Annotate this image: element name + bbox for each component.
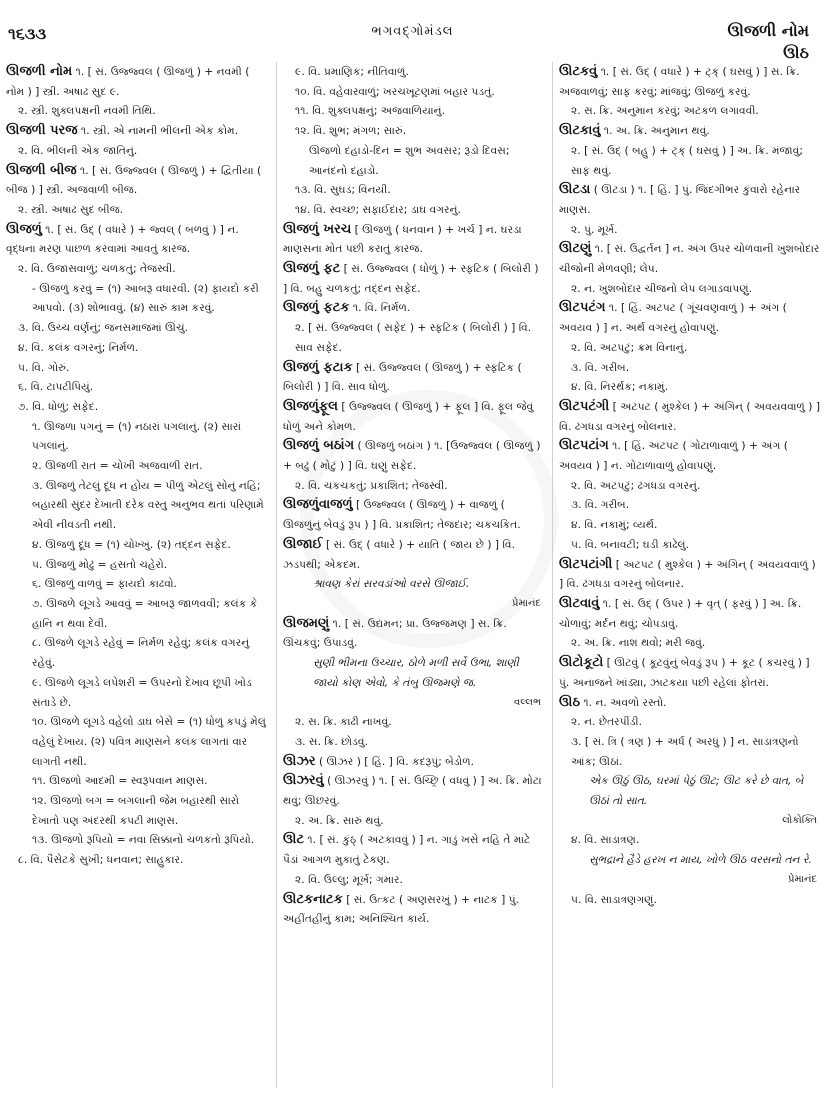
- idiom-line: ૪. ઊજળું દૂધ = (૧) ચોખ્ખું. (૨) તદ્દન સફેદ.: [32, 537, 231, 551]
- quotation-source: લોકોક્તિ: [782, 814, 817, 826]
- dictionary-entry: [559, 594, 821, 633]
- sense-line: ૯. વિ. પ્રમાણિક; નીતિવાળું.: [295, 65, 409, 78]
- sense-line: ૮. વિ. પૈસેટકે સુખી; ધનવાન; સાહુકાર.: [18, 853, 184, 867]
- headword: ઊઠ: [559, 694, 581, 710]
- entry-definition: ( ઊઝરવું ) ૧. [ સં. ઉચ્છ્રિ ( વધવું ) ] અ. ક્રિ. મોટા થવું; ઊછરવું.: [283, 774, 542, 808]
- headword: ઊટવાવું: [559, 595, 600, 611]
- dictionary-entry: [283, 890, 545, 929]
- sense-line: ૨. વિ. ચકચકતું; પ્રકાશિત; તેજસ્વી.: [295, 478, 448, 492]
- entry-definition: ૧. [ સં. ઉજ્જ્વલ ( ઊજળું ) + નવમી ( નોમ ) ] સ્ત્રી. અષાઢ સુદ ૯.: [6, 65, 250, 98]
- quotation-source: પ્રેમાનંદ: [511, 597, 541, 609]
- dictionary-entry: [283, 771, 545, 810]
- sense-line: ૨. [ સં. ઉજ્જ્વલ ( સફેદ ) + સ્ફટિક ( બિલોરી ) ] વિ. સાવ સફેદ.: [295, 321, 532, 354]
- sense-line: ૪. વિ. સાડાત્રણ.: [571, 833, 640, 847]
- headword: ઊજળું બઠાંગ: [283, 438, 355, 454]
- headword: ઊજળું ફટ: [283, 261, 341, 277]
- entry-definition: ૧. અ. ક્રિ. અનુમાન થવું.: [600, 124, 710, 138]
- dictionary-entry: [283, 298, 545, 318]
- dictionary-entry: [559, 298, 821, 337]
- sense-line: ૩. [ સં. ત્રિ ( ત્રણ ) + અર્ધ ( અરધું ) ] ન. સાડાત્રણનો આંક; ઊઠાં.: [571, 734, 799, 768]
- sense-line: ૧૦. વિ. વહેવારવાળું; ખરચખૂટણમાં બહાર પડતું.: [295, 84, 495, 98]
- dictionary-entry: [283, 830, 545, 869]
- sense-line: ૨. વિ. અટપટું; ઢંગધડા વગરનું.: [571, 478, 701, 492]
- headword: ઊજળું ખરચ: [283, 221, 352, 237]
- idiom-line: ૫. ઊજળું મોઢું = હસતો ચહેરો.: [32, 557, 168, 571]
- sense-line: ૨. પું. મૂર્ખ.: [571, 222, 618, 236]
- sense-line: ૫. વિ. બનાવટી; ઘડી કાઢેલું.: [571, 537, 690, 551]
- sense-line: ૨. [ સં. ઉદ્ ( બહુ ) + ટ્ક્ ( ઘસવું ) ] અ. ક્રિ. મંજાવું; સાફ થવું.: [571, 143, 803, 177]
- sense-line: ૨. સ્ત્રી. અષાઢ સુદ બીજ.: [18, 202, 124, 216]
- entry-definition: ૧. [ સં. ઉદ્ ( વધારે ) + જ્વલ્ ( બળવું ) ] ન. વૃદ્ધના મરણ પાછળ કરવામાં આવતું કારજ.: [6, 222, 239, 256]
- sense-line: ૫. વિ. સાડાત્રણગણું.: [571, 892, 657, 906]
- dictionary-columns: [6, 62, 821, 1088]
- dictionary-entry: [559, 239, 821, 278]
- headword: ઊટપટંગી: [559, 398, 610, 414]
- headword: ઊજળુંવાજળું: [283, 497, 353, 513]
- quotation: સુભદ્રાને હૈડે હરખ ન માય, ખોળે ઊઠ વરસનો તન રે.: [589, 853, 812, 867]
- sense-line: ૨. અ. ક્રિ. સારું થવું.: [295, 813, 384, 827]
- sense-line: ૨. સ. ક્રિ. અનુમાન કરવું; અટકળ લગાવવી.: [571, 104, 759, 118]
- dictionary-entry: [6, 220, 268, 259]
- entry-definition: [ સં. ઉત્કટ ( અણસરખું ) + નાટક ] પું. અહીંતહીંનું કામ; અનિશ્ચિત કાર્ય.: [283, 892, 520, 926]
- sense-line: ૨. ન. ખુશબોદાર ચીજનો લેપ લગાડવાપણું.: [571, 281, 753, 295]
- headword: ઊજમણું: [283, 615, 330, 631]
- column-2: [276, 62, 545, 1088]
- entry-definition: [ સં. ઉજ્જ્વલ ( ઊજળું ) + સ્ફટિક ( બિલોરી ) ] વિ. સાવ ધોળું.: [283, 360, 522, 394]
- idiom-line: ૮. ઊજળે લૂગડે રહેવું = નિર્મળ રહેવું; કલંક વગરનું રહેવું.: [32, 636, 250, 670]
- idiom-line: ૧. ઊજળા પગનું = (૧) નઠારાં પગલાંનું. (૨) સારાં પગલાંનું.: [32, 419, 241, 453]
- dictionary-entry: [283, 259, 545, 298]
- idiom-line: ૬. ઊજળું વાળવું = ફાયદો કાઢવો.: [32, 577, 177, 591]
- dictionary-entry: [559, 397, 821, 436]
- entry-definition: ( ઊઝર ) [ હિં. ] વિ. કદરૂપું; બેડોળ.: [315, 754, 475, 768]
- idiom-line: ૭. ઊજળે લૂગડે આવવું = આબરૂ જાળવવી; કલંક કે હાનિ ન થવા દેવી.: [32, 596, 258, 630]
- dictionary-entry: [283, 752, 545, 772]
- entry-definition: ૧. [ સં. ઉજ્જ્વલ ( ઊજળું ) + દ્વિતીયા ( બીજ ) ] સ્ત્રી. અજવાળી બીજ.: [6, 163, 262, 197]
- headword: ઊટકાવું: [559, 123, 601, 139]
- dictionary-entry: [559, 121, 821, 141]
- dictionary-entry: [283, 495, 545, 534]
- entry-definition: ૧. [ હિં. અટપટ ( ગૂંચવણવાળું ) + અંગ ( અવયવ ) ] ન. અર્થ વગરનું હોવાપણું.: [559, 301, 787, 335]
- quotation-source: વલ્લભ: [514, 696, 541, 708]
- headword: ઊજાઈ: [283, 536, 323, 552]
- dictionary-entry: [6, 121, 268, 141]
- page-number: ૧૬૩૩: [8, 24, 47, 43]
- entry-definition: [ ઉજ્જ્વલ ( ઊજળું ) + ફૂલ ] વિ. ફૂલ જેવું ધોળું અને કોમળ.: [283, 399, 534, 433]
- dictionary-entry: [283, 220, 545, 259]
- headword: ઊટકવું: [559, 64, 598, 79]
- headword: ઊજળું: [6, 221, 42, 237]
- sense-line: ૩. વિ. ગરીબ.: [571, 360, 630, 374]
- headword: ઊઝર: [283, 753, 316, 769]
- headword: ઊટડા: [559, 182, 591, 198]
- headword: ઊટપટાંગ: [559, 438, 609, 454]
- idiom-line: ઊજળો દહાડો-દિન = શુભ અવસર; રૂડો દિવસ; આનંદનો દહાડો.: [309, 143, 510, 177]
- dictionary-entry: [283, 397, 545, 436]
- entry-definition: [ અટપટ ( મુશ્કેલ ) + અંગિન્ ( અવયવવાળું ) ] વિ. ઢંગધડા વગરનું બોલનાર.: [559, 399, 821, 433]
- guide-words: [727, 20, 809, 64]
- sense-line: ૩. વિ. ગરીબ.: [571, 498, 630, 512]
- entry-definition: ૧. ન. અવળો રસ્તો.: [580, 695, 667, 709]
- idiom-line: ૧૩. ઊજળો રૂપિયો = નવા સિક્કાનો ચળકતો રૂપિયો.: [32, 833, 255, 847]
- entry-definition: ૧. [ સં. ઉદ્ ( વધારે ) + ટ્ક્ ( ઘસવું ) ] સ. ક્રિ. અજવાળવું; સાફ કરવું; માંજવું; ઊજળું કરવું.: [559, 65, 800, 98]
- headword: ઊઝરવું: [283, 773, 324, 789]
- quotation: એક ઊઠું ઊઠ, ઘરમાં પેઠું ઊટ; ઊટ કરે છે વાત, બે ઊઠાં તો સાત.: [589, 774, 804, 808]
- dictionary-entry: [559, 62, 821, 101]
- headword: ઊજળી બીજ: [6, 162, 77, 178]
- sense-line: ૩. સ. ક્રિ. છોડવું.: [295, 734, 368, 748]
- sense-line: ૩. વિ. ઉચ્ચ વર્ણનું; જનસમાજમાં ઊંચું.: [18, 321, 189, 335]
- entry-definition: [ સં. ઉદ્ ( વધારે ) + યાતિ ( જાય છે ) ] વિ. ઝડપથી; એકદમ.: [283, 537, 515, 571]
- sense-line: ૬. વિ. ટાપટીપિયું.: [18, 380, 94, 394]
- headword: ઊટણું: [559, 241, 592, 257]
- sense-line: ૨. સ. ક્રિ. કાઢી નાખવું.: [295, 715, 392, 729]
- entry-definition: ( ઊજળું બઠાંગ ) ૧. [ઉજ્જ્વલ ( ઊજળું ) + બઢું ( મોટું ) ] વિ. ઘણું સફેદ.: [283, 439, 541, 473]
- idiom-line: ૯. ઊજળે લૂગડે લપેશરી = ઉપરનો દેખાવ છૂપી ખોડ સંતાડે છે.: [32, 675, 252, 709]
- dictionary-entry: [6, 161, 268, 200]
- idiom-line: ૩. ઊજળું તેટલું દૂધ ન હોય = પીળું એટલું સોનું નહિ; બહારથી સુંદર દેખાતી દરેક વસ્તુ અનુભવ થતાં પરિણામે એવી નીવડતી નથી.: [32, 478, 264, 532]
- guide-word-top: ઊજળી નોમ: [727, 21, 809, 40]
- dictionary-entry: [283, 535, 545, 574]
- headword: ઊજળું ફટાક: [283, 359, 353, 375]
- dictionary-entry: [559, 436, 821, 475]
- idiom-line: ૧૧. ઊજળો આદમી = સ્વરૂપવાન માણસ.: [32, 774, 208, 788]
- entry-definition: ( ઊટડા ) ૧. [ હિં. ] પું. જિંદગીભર કુંવારો રહેનાર માણસ.: [559, 183, 801, 216]
- dictionary-entry: [283, 614, 545, 653]
- sense-line: ૧૩. વિ. સુઘડ; વિનયી.: [295, 183, 391, 197]
- running-title: ભગવદ્ગોમંડલ: [371, 24, 454, 39]
- sense-line: ૨. સ્ત્રી. શુક્લપક્ષની નવમી તિથિ.: [18, 104, 156, 118]
- headword: ઊજળી પરજ: [6, 123, 78, 139]
- sense-line: ૨. વિ. અટપટું; ક્રમ વિનાનું.: [571, 340, 688, 354]
- sense-line: ૪. વિ. કલંક વગરનું; નિર્મળ.: [18, 340, 139, 354]
- headword: ઊજળી નોમ: [6, 64, 73, 79]
- entry-definition: [ ઉજ્જ્વલ ( ઊજળું ) + વાજળું ( ઊજળુંનું બેવડું રૂપ ) ] વિ. પ્રકાશિત; તેજદાર; ચકચકિત.: [283, 498, 521, 532]
- headword: ઊટોકૂટો: [559, 655, 604, 671]
- entry-definition: ૧. [ સં. કુંઠ્ ( અટકાવવું ) ] ન. ગાડું ખસે નહિ તે માટે પૈડાં આગળ મુકાતું ટેકણ.: [283, 833, 531, 867]
- column-3: [552, 62, 821, 1088]
- idiom-line: ૨. ઊજળી રાત = ચોખી અજવાળી રાત.: [32, 459, 203, 473]
- headword: ઊટપટંગ: [559, 300, 606, 316]
- sense-line: ૨. વિ. ઉલ્લુ; મૂર્ખ; ગમાર.: [295, 872, 403, 886]
- dictionary-entry: [559, 693, 821, 713]
- sense-line: ૧૧. વિ. શુક્લપક્ષનું; અજવાળિયાનું.: [295, 104, 445, 118]
- quotation: શ્રાવણ કેરાં સરવડાંઓ વરસે ઊજાઈ.: [313, 577, 470, 591]
- headword: ઊટપટાંગી: [559, 556, 613, 572]
- headword: ઊટ: [283, 832, 305, 848]
- dictionary-entry: [283, 358, 545, 397]
- sense-line: ૫. વિ. ગોરું.: [18, 360, 70, 374]
- sense-line: ૨. વિ. ઉજાસવાળું; ચળકતું; તેજસ્વી.: [18, 262, 176, 276]
- idiom-line: - ઊજળું કરવું = (૧) આબરૂ વધારવી. (૨) ફાયદો કરી આપવો. (૩) શોભાવવું. (૪) સારું કામ કરવું.: [32, 281, 259, 315]
- entry-definition: ૧. વિ. નિર્મળ.: [349, 301, 411, 315]
- dictionary-entry: [559, 555, 821, 594]
- idiom-line: ૧૨. ઊજળો બગ = બગલાની જેમ બહારથી સારો દેખાતો પણ અંદરથી કપટી માણસ.: [32, 794, 240, 827]
- quotation-source: પ્રેમાનંદ: [787, 873, 817, 885]
- idiom-line: ૧૦. ઊજળે લૂગડે વહેલો ડાઘ બેસે = (૧) ધોળું કપડું મેલું વહેલું દેખાય. (૨) પવિત્ર માણસને કલંક લાગતાં વાર લાગતી નથી.: [32, 715, 266, 768]
- sense-line: ૧૪. વિ. સ્વચ્છ; સફાઈદાર; ડાઘ વગરનું.: [295, 202, 461, 216]
- entry-definition: ૧. [ સં. ઉદ્વર્તન ] ન. અંગ ઉપર ચોળવાની ખુશબોદાર ચીજોની મેળવણી; લેપ.: [559, 242, 820, 276]
- page-header: [0, 0, 825, 62]
- dictionary-entry: [559, 180, 821, 219]
- guide-word-bottom: ઊઠ: [783, 43, 809, 62]
- sense-line: ૨. ન. છેતરપીંડી.: [571, 715, 643, 729]
- dictionary-entry: [283, 436, 545, 475]
- headword: ઊજળું ફટક: [283, 300, 350, 316]
- sense-line: ૪. વિ. નકામું; વ્યર્થ.: [571, 518, 658, 532]
- entry-definition: ૧. [ સં. ઉદ્યમન; પ્રા. ઉજ્જમણ ] સ. ક્રિ. ઊંચકવું; ઉપાડવું.: [283, 616, 507, 650]
- entry-definition: ૧. [ સં. ઉદ્ ( ઉપર ) + વૃત્ ( ફરવું ) ] અ. ક્રિ. ચોળાવું; મર્દન થવું; ચોપડાવું.: [559, 596, 802, 630]
- sense-line: ૨. વિ. ભીલની એક જાતિનું.: [18, 143, 138, 157]
- headword: ઊટકનાટક: [283, 891, 343, 907]
- sense-line: ૭. વિ. ધોળું; સફેદ.: [18, 399, 99, 413]
- dictionary-entry: [6, 62, 268, 101]
- entry-definition: [ સં. ઉજ્જ્વલ ( ધોળું ) + સ્ફટિક ( બિલોરી ) ] વિ. બહુ ચળકતું; તદ્દન સફેદ.: [283, 262, 539, 295]
- quotation: સુણી ભીમના ઉચ્ચાર, ઠોળે મળી સર્વે ઉભા, શાણી જાયો કોણ એવો, કે તંબુ ઊજમણે જ.: [313, 656, 519, 689]
- sense-line: ૨. અ. ક્રિ. નાશ થવો; મરી જવું.: [571, 636, 706, 650]
- entry-definition: [ અટપટ ( મુશ્કેલ ) + અંગિન્ ( અવયવવાળું ) ] વિ. ઢંગધડા વગરનું બોલનાર.: [559, 557, 816, 591]
- headword: ઊજળુંફૂલ: [283, 398, 338, 414]
- column-1: [6, 62, 268, 1088]
- entry-definition: ૧. [ હિં. અટપટ ( ગોટાળાવાળું ) + અંગ ( અવયવ ) ] ન. ગોટાળાવાળું હોવાપણું.: [559, 439, 788, 473]
- entry-definition: [ ઊટવું ( કૂટવુંનું બેવડું રૂપ ) + કૂટ ( કચરવું ) ] પું. અનાજને ખાંડ્યા, ઝાટકયા પછી રહેલાં ફોતરાં.: [559, 656, 810, 689]
- entry-definition: [ ઊજળું ( ધનવાન ) + ખર્ચ ] ન. ઘરડા માણસના મોત પછી કરાતું કારજ.: [283, 222, 522, 256]
- sense-line: ૪. વિ. નિરર્થક; નકામું.: [571, 380, 669, 394]
- entry-definition: ૧. સ્ત્રી. એ નામની ભીલની એક કોમ.: [77, 124, 239, 138]
- sense-line: ૧૨. વિ. શુભ; મંગળ; સારું.: [295, 124, 407, 138]
- dictionary-entry: [559, 653, 821, 692]
